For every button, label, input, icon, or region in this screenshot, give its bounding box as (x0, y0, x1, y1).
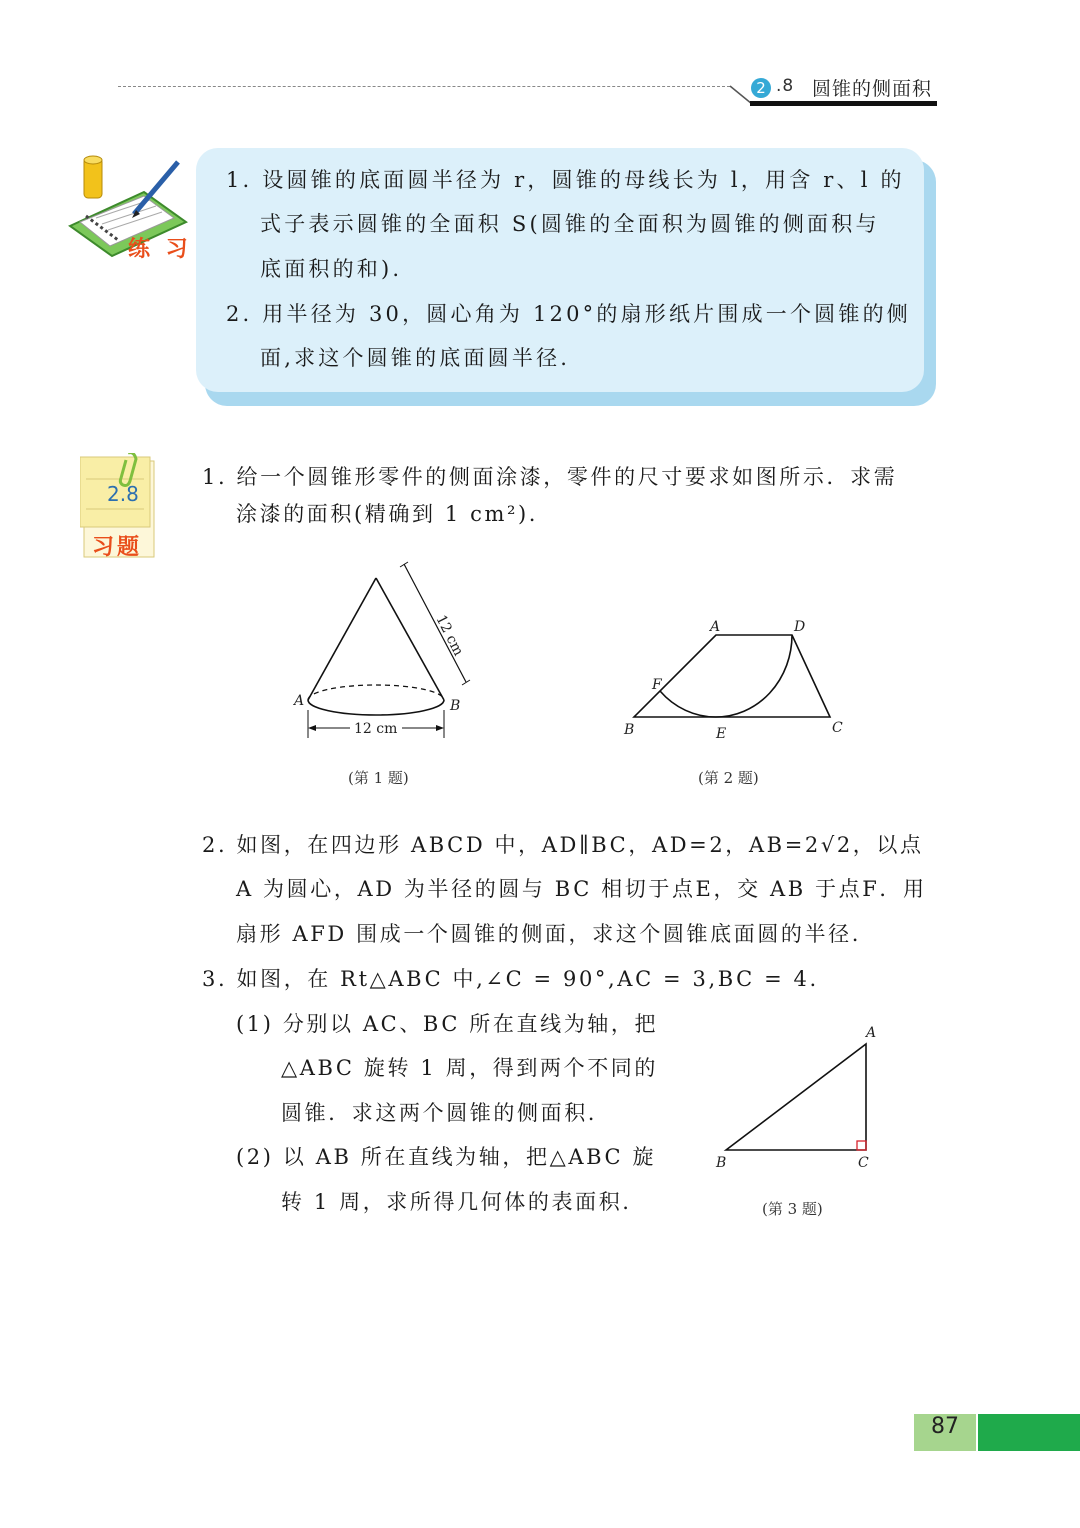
fig1-diameter-label: 12 cm (354, 721, 398, 737)
fig3-point-c: C (858, 1155, 869, 1171)
fig2-point-a: A (710, 619, 721, 635)
page-band (978, 1414, 1080, 1451)
figure-2-trapezoid (618, 612, 858, 742)
fig2-point-b: B (624, 722, 635, 738)
q1-line-2: 涂漆的面积(精确到 1 cm²). (236, 502, 539, 526)
exercise-label: 习题 (92, 535, 143, 560)
practice-line-5: 面,求这个圆锥的底面圆半径. (260, 346, 571, 370)
fig3-point-a: A (866, 1025, 877, 1041)
fig1-slant-label: 12 cm (432, 612, 467, 659)
q3-sub-line-2: △ABC 旋转 1 周，得到两个不同的 (281, 1056, 658, 1080)
practice-line-4: 2. 用半径为 30，圆心角为 120°的扇形纸片围成一个圆锥的侧 (226, 302, 911, 326)
fig3-point-b: B (716, 1155, 727, 1171)
practice-label: 练 习 (128, 237, 192, 262)
figure-3-right-triangle (706, 1020, 886, 1175)
page-number: 87 (931, 1414, 959, 1439)
fig2-point-d: D (794, 619, 806, 635)
section-number: .8 (776, 76, 795, 96)
q1-line-1: 1. 给一个圆锥形零件的侧面涂漆，零件的尺寸要求如图所示．求需 (202, 465, 898, 489)
fig2-point-e: E (716, 726, 727, 742)
q3-sub-line-5: 转 1 周，求所得几何体的表面积. (281, 1190, 632, 1214)
exercise-number: 2.8 (107, 482, 139, 506)
fig1-point-a: A (294, 693, 305, 709)
practice-line-2: 式子表示圆锥的全面积 S(圆锥的全面积为圆锥的侧面积与 (260, 212, 880, 236)
q3-line-1: 3. 如图，在 Rt△ABC 中,∠C = 90°,AC = 3,BC = 4. (202, 967, 819, 991)
q3-sub-line-4: (2) 以 AB 所在直线为轴，把△ABC 旋 (236, 1145, 657, 1169)
practice-line-3: 底面积的和). (260, 257, 403, 281)
header-dashed-line (118, 86, 730, 87)
q2-line-3: 扇形 AFD 围成一个圆锥的侧面，求这个圆锥底面圆的半径. (236, 922, 861, 946)
fig2-point-f: F (652, 677, 662, 693)
figure-1-cone (288, 560, 488, 750)
q3-sub-line-1: (1) 分别以 AC、BC 所在直线为轴，把 (236, 1012, 659, 1036)
practice-line-1: 1. 设圆锥的底面圆半径为 r，圆锥的母线长为 l，用含 r、l 的 (226, 168, 905, 192)
fig1-caption: (第 1 题) (348, 769, 409, 787)
q3-sub-line-3: 圆锥．求这两个圆锥的侧面积. (281, 1101, 598, 1125)
fig2-point-c: C (832, 720, 843, 736)
header-underline (750, 101, 937, 106)
q2-line-1: 2. 如图，在四边形 ABCD 中，AD∥BC，AD=2，AB=2√2，以点 (202, 833, 924, 857)
q2-line-2: A 为圆心，AD 为半径的圆与 BC 相切于点E，交 AB 于点F．用 (236, 877, 927, 901)
fig3-caption: (第 3 题) (762, 1200, 823, 1218)
chapter-badge: 2 (751, 78, 771, 98)
section-title: 圆锥的侧面积 (812, 78, 933, 100)
fig2-caption: (第 2 题) (698, 769, 759, 787)
fig1-point-b: B (450, 698, 461, 714)
